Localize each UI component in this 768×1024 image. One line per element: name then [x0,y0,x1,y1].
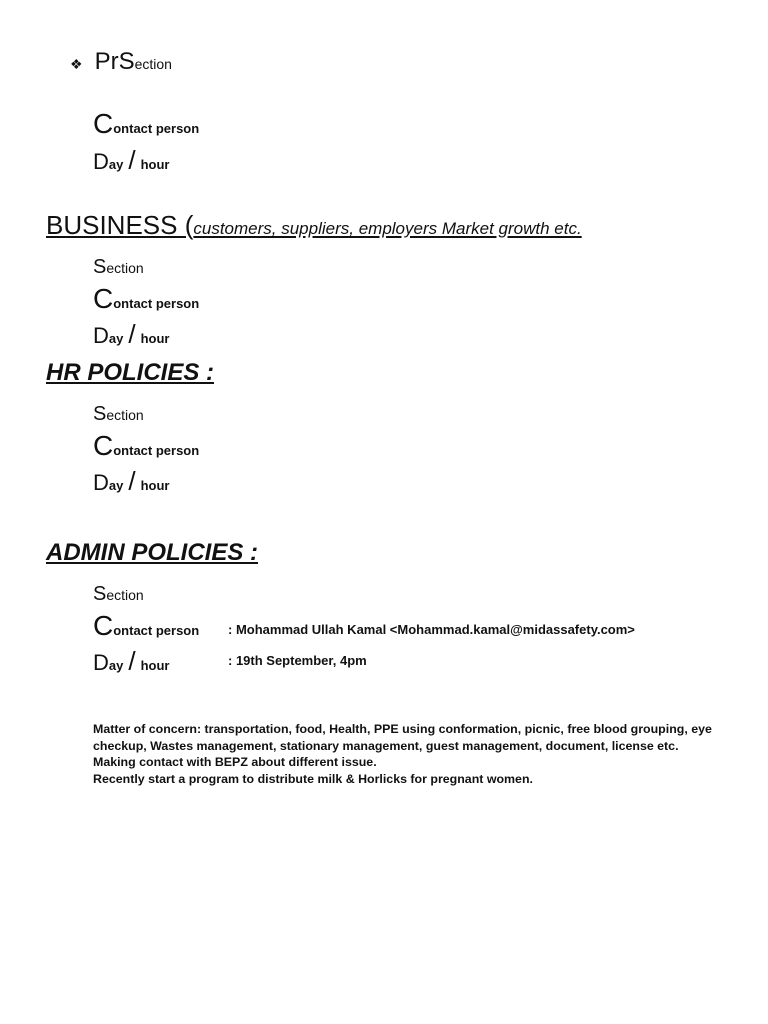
admin-note: Making contact with BEPZ about different issue. [93,755,377,769]
hr-day-hour-label: D ay / hour [93,466,170,496]
business-day-hour-label: D ay / hour [93,319,170,349]
business-contact-person-label: C ontact person [93,283,200,314]
pr-contact-person-label: C ontact person [93,108,200,139]
diamond-bullet-icon: ❖ [70,56,83,72]
hr-section-label: S ection [93,403,144,425]
admin-day-hour-label: D ay / hour [93,646,170,676]
pr-prefix: Pr [94,48,119,75]
hr-contact-person-label: C ontact person [93,430,200,461]
business-section-label: S ection [93,256,144,278]
admin-day-hour-value: : 19th September, 4pm [228,653,367,668]
admin-note: Recently start a program to distribute milk & Horlicks for pregnant women. [93,771,533,786]
admin-contact-person-value: : Mohammad Ullah Kamal <Mohammad.kamal@midassafety.com> [228,622,635,637]
admin-notes [93,721,723,787]
admin-section-label: S ection [93,583,144,605]
admin-contact-person-label: C ontact person [93,610,200,641]
business-heading: BUSINESS (customers, suppliers, employers Market growth etc. [46,210,582,240]
admin-policies-heading: ADMIN POLICIES : [46,539,259,566]
pr-day-hour-label: D ay / hour [93,145,170,175]
hr-policies-heading: HR POLICIES : [46,359,215,386]
pr-section-heading: ❖ Pr S ection [70,48,172,75]
business-subtitle: customers, suppliers, employers Market growth etc. [193,219,582,238]
admin-note: Matter of concern: transportation, food, Health, PPE using conformation, picnic, free blood grouping, eye checkup, Wastes management, stationary management, guest management, document, license etc. [93,722,712,753]
